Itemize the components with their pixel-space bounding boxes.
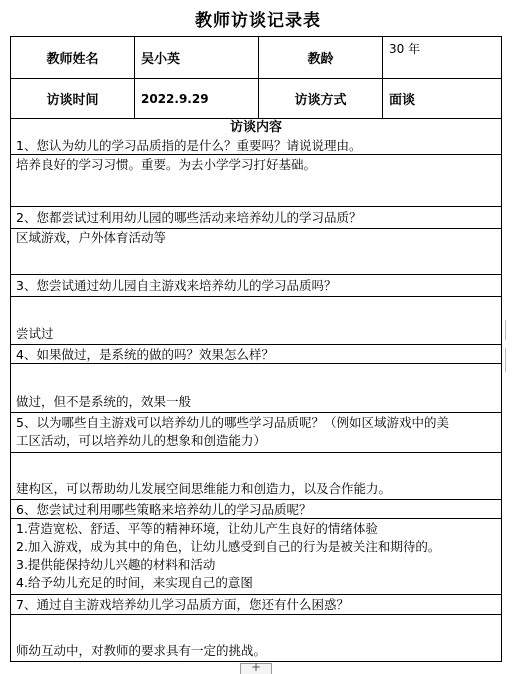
right-edge-marker-1 xyxy=(505,320,514,340)
question-6: 6、您尝试过利用哪些策略来培养幼儿的学习品质呢？ xyxy=(11,500,501,519)
interview-table xyxy=(10,36,502,662)
question-5-line-2: 工区活动，可以培养幼儿的想象和创造能力） xyxy=(16,433,267,448)
plus-icon: + xyxy=(250,660,262,674)
answer-6-line-3: 3.提供能保持幼儿兴趣的材料和活动 xyxy=(16,557,216,572)
answer-4-text: 做过，但不是系统的，效果一般 xyxy=(16,394,192,409)
question-4: 4、如果做过，是系统的做的吗？效果怎么样？ xyxy=(11,345,501,364)
answer-6[interactable] xyxy=(11,519,501,595)
answer-5-text: 建构区，可以帮助幼儿发展空间思维能力和创造力，以及合作能力。 xyxy=(16,481,392,496)
question-3: 3、您尝试通过幼儿园自主游戏来培养幼儿的学习品质吗？ xyxy=(11,275,501,297)
header-row-time xyxy=(11,79,501,119)
answer-2[interactable]: 区域游戏，户外体育活动等 xyxy=(11,229,501,275)
question-2: 2、您都尝试过利用幼儿园的哪些活动来培养幼儿的学习品质？ xyxy=(11,207,501,229)
name-value[interactable]: 吴小英 xyxy=(135,37,259,78)
answer-6-line-4: 4.给予幼儿充足的时间，来实现自己的意图 xyxy=(16,575,253,590)
name-label: 教师姓名 xyxy=(11,37,135,78)
header-row-name xyxy=(11,37,501,79)
question-7: 7、通过自主游戏培养幼儿学习品质方面，您还有什么困惑？ xyxy=(11,595,501,615)
section-title: 访谈内容 xyxy=(229,120,282,135)
answer-4[interactable] xyxy=(11,364,501,413)
answer-6-line-1: 1.营造宽松、舒适、平等的精神环境，让幼儿产生良好的情绪体验 xyxy=(16,521,378,536)
question-5 xyxy=(11,413,501,453)
answer-3-text: 尝试过 xyxy=(16,326,54,341)
document-title: 教师访谈记录表 xyxy=(195,11,321,31)
time-value[interactable]: 2022.9.29 xyxy=(135,79,259,118)
question-1: 1、您认为幼儿的学习品质指的是什么？重要吗？请说说理由。 xyxy=(11,136,501,155)
mode-label: 访谈方式 xyxy=(259,79,383,118)
question-5-line-1: 5、以为哪些自主游戏可以培养幼儿的哪些学习品质呢？（例如区域游戏中的美 xyxy=(16,415,449,430)
teaching-age-label: 教龄 xyxy=(259,37,383,78)
add-row-handle[interactable] xyxy=(240,660,272,674)
time-label: 访谈时间 xyxy=(11,79,135,118)
answer-3[interactable] xyxy=(11,297,501,345)
answer-1[interactable]: 培养良好的学习习惯。重要。为去小学学习打好基础。 xyxy=(11,155,501,207)
answer-5[interactable] xyxy=(11,453,501,500)
teaching-age-value[interactable]: 30 年 xyxy=(389,42,421,56)
answer-7[interactable] xyxy=(11,615,501,661)
answer-7-text: 师幼互动中，对教师的要求具有一定的挑战。 xyxy=(16,643,267,658)
answer-6-line-2: 2.加入游戏，成为其中的角色，让幼儿感受到自己的行为是被关注和期待的。 xyxy=(16,539,441,554)
right-edge-marker-2 xyxy=(505,348,514,372)
mode-value[interactable]: 面谈 xyxy=(389,93,416,108)
